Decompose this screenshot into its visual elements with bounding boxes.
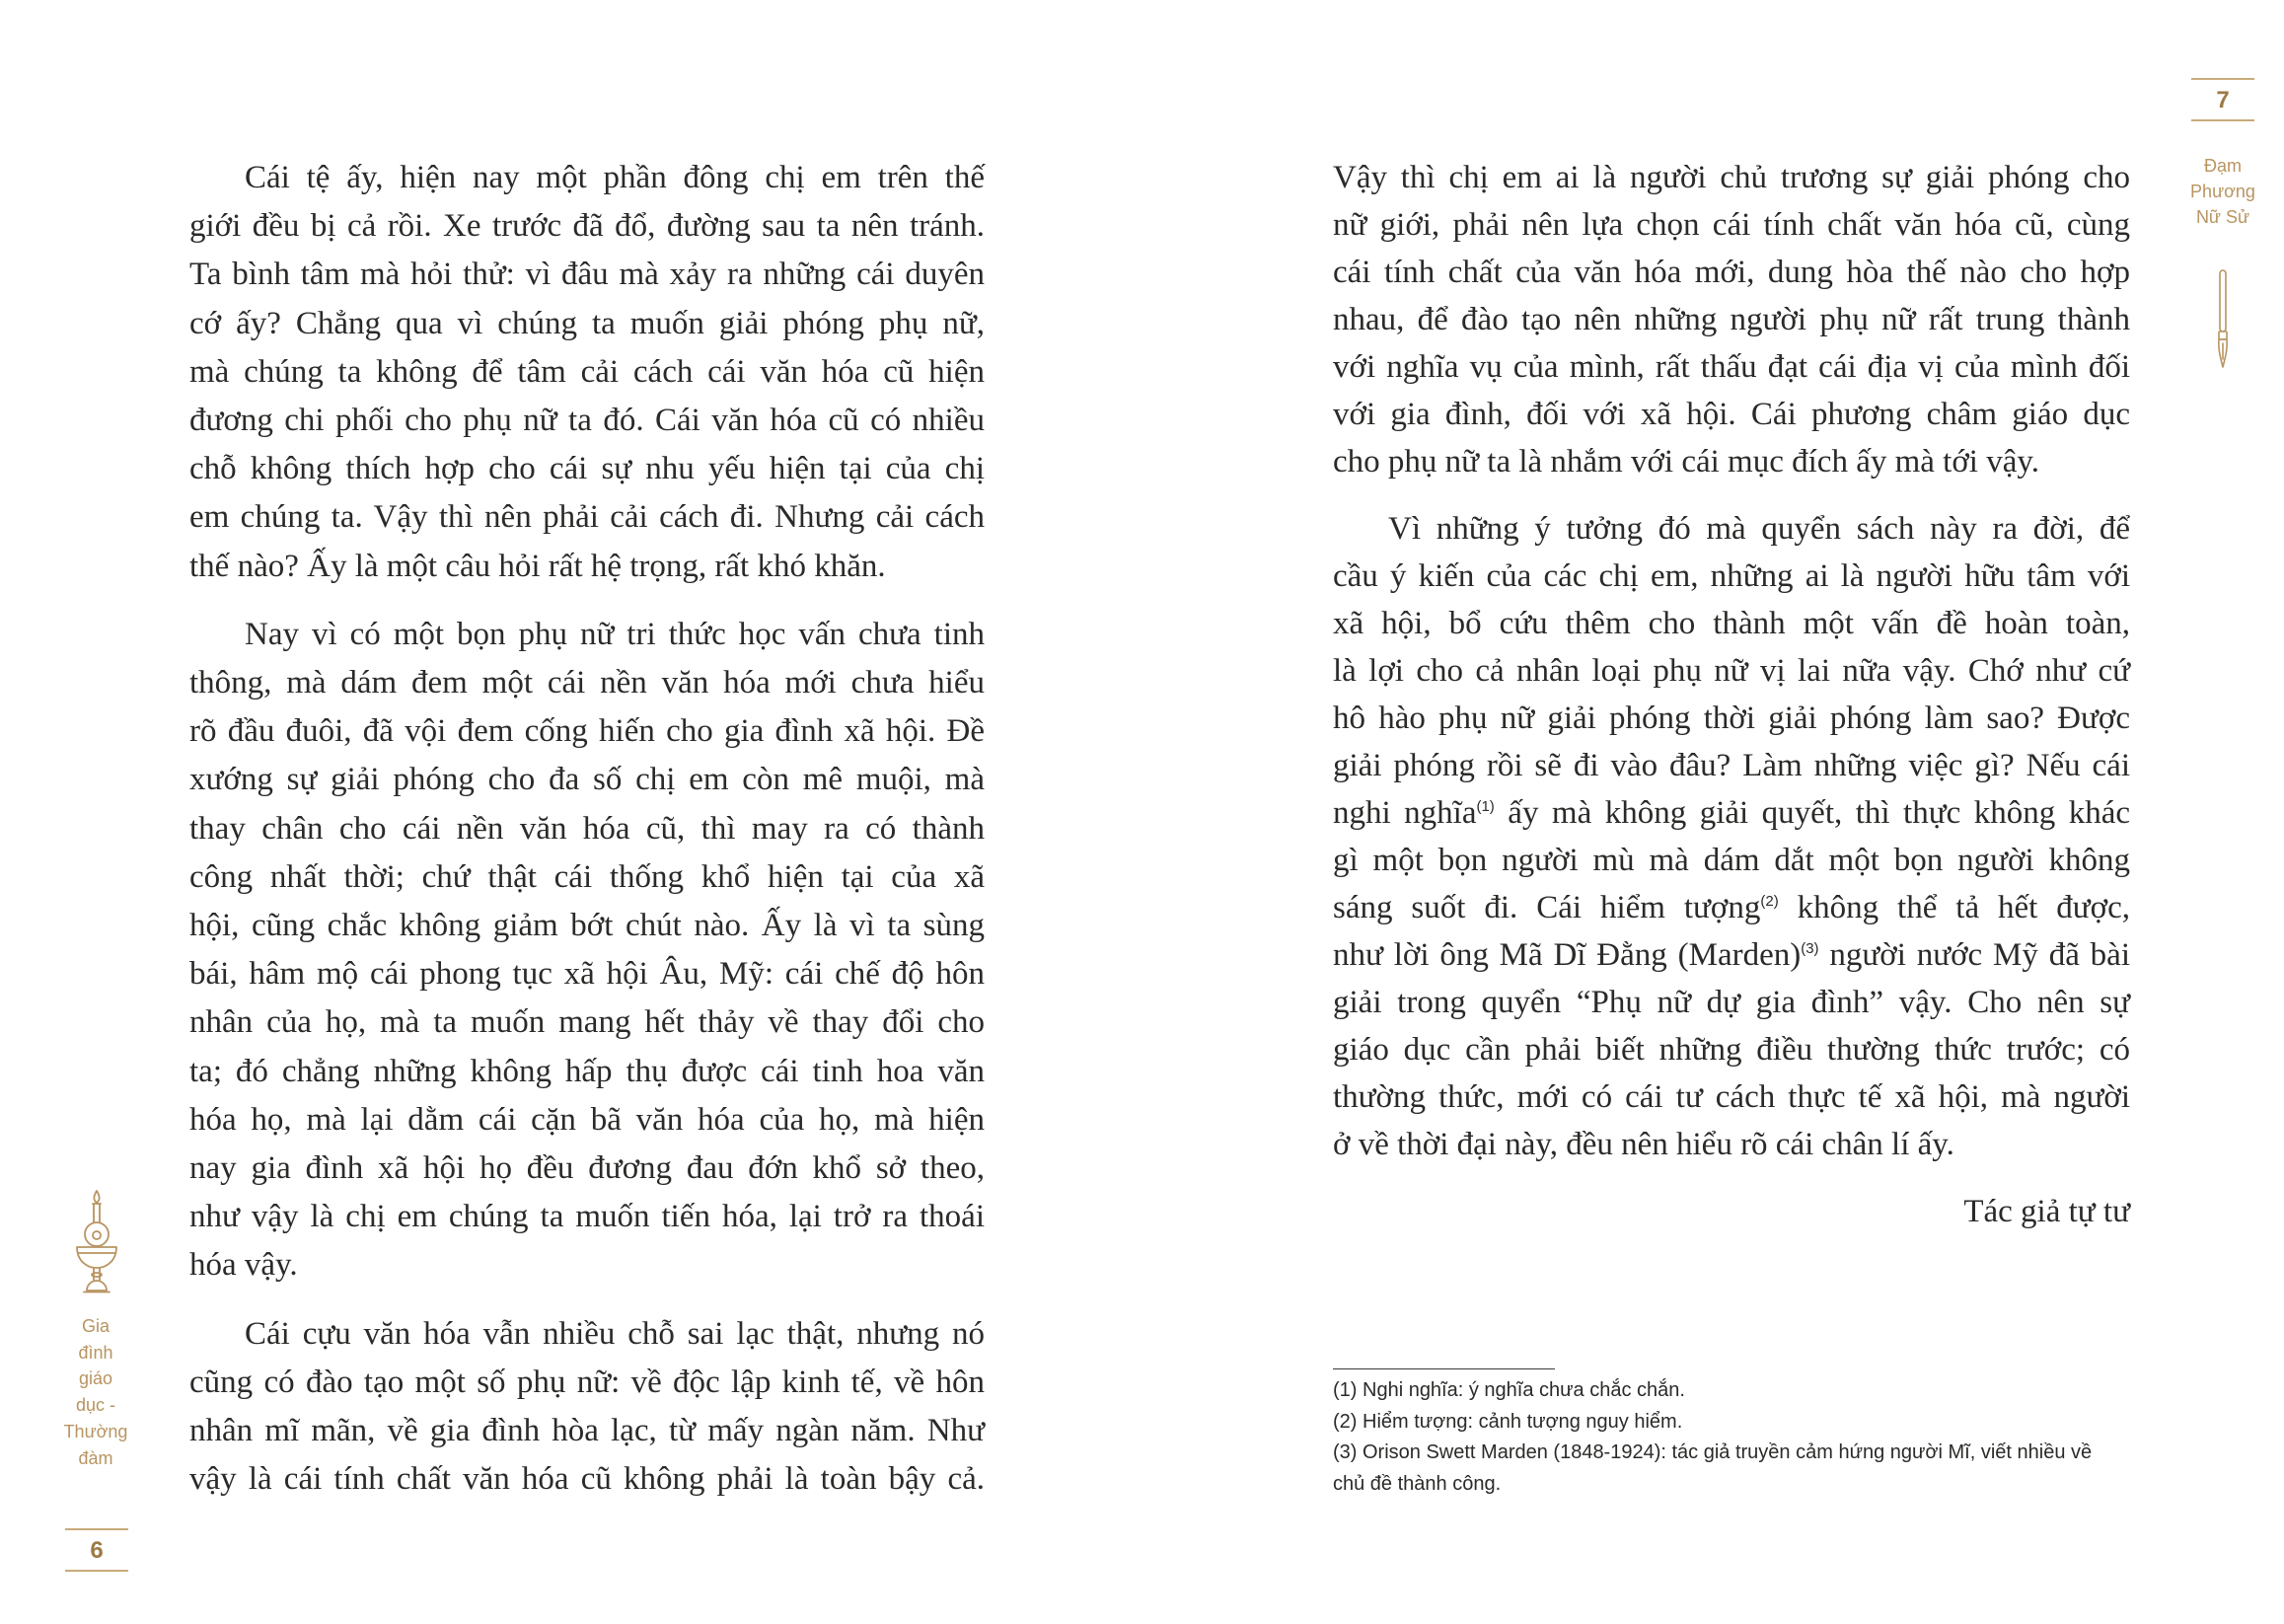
body-line: hóa vậy. <box>189 1247 298 1284</box>
body-line: gì một bọn người mù mà dám dắt một bọn người không <box>1333 843 2130 878</box>
running-title-book <box>51 1313 140 1471</box>
oil-lamp-icon <box>74 1190 119 1294</box>
footnote: (2) Hiểm tượng: cảnh tượng nguy hiểm. <box>1333 1410 1683 1433</box>
body-line: nữ giới, phải nên lựa chọn cái tính chất văn hóa cũ, cùng <box>1333 207 2130 243</box>
body-line: cớ ấy? Chẳng qua vì chúng ta muốn giải phóng phụ nữ, <box>189 305 985 341</box>
right-page-body <box>1333 154 2130 1235</box>
body-line <box>1333 884 2130 931</box>
paragraph <box>189 1310 985 1505</box>
body-line: hô hào phụ nữ giải phóng thời giải phóng làm sao? Được <box>1333 701 2130 736</box>
body-line: chỗ không thích hợp cho cái sự nhu yếu hiện tại của chị <box>189 451 985 487</box>
body-line <box>1333 931 2130 979</box>
body-line: nhân của họ, mà ta muốn mang hết thảy về thay đổi cho <box>189 1004 985 1041</box>
body-line: thế nào? Ấy là một câu hỏi rất hệ trọng, rất khó khăn. <box>189 548 886 584</box>
body-line: công nhất thời; chứ thật cái thống khổ hiện tại của xã <box>189 858 985 895</box>
body-line: hội, cũng chắc không giảm bớt chút nào. Ấy là vì ta sùng <box>189 908 985 944</box>
body-line: Nay vì có một bọn phụ nữ tri thức học vấn chưa tinh <box>245 616 985 652</box>
running-title-text: Gia đình giáo dục - Thường đàm <box>63 1316 128 1468</box>
page-number: 7 <box>2216 87 2230 113</box>
body-text: như lời ông Mã Dĩ Đằng (Marden) <box>1333 937 1802 973</box>
body-line: thay chân cho cái nền văn hóa cũ, thì may ra có thành <box>189 810 985 847</box>
body-line: ta; đó chẳng những không hấp thụ được cái tinh hoa văn <box>189 1053 985 1089</box>
paragraph <box>189 611 985 1291</box>
body-line: em chúng ta. Vậy thì nên phải cải cách đi. Nhưng cải cách <box>189 499 985 536</box>
body-line: giáo dục cần phải biết những điều thường thức trước; có <box>1333 1032 2130 1068</box>
pen-icon <box>2211 268 2235 369</box>
body-line: nhân mĩ mãn, về gia đình hòa lạc, từ mấy ngàn năm. Như <box>189 1413 985 1449</box>
body-line: Cái tệ ấy, hiện nay một phần đông chị em trên thế <box>245 160 985 195</box>
author-signature: Tác giả tự tư <box>1963 1194 2130 1229</box>
page-number-rule-bottom <box>65 1570 128 1572</box>
footnote-ref: (1) <box>1476 798 1495 815</box>
page-number-rule-top <box>65 1528 128 1530</box>
page-number-rule-top <box>2191 78 2254 80</box>
body-line: ở về thời đại này, đều nên hiểu rõ cái chân lí ấy. <box>1333 1127 1954 1162</box>
footnote: (3) Orison Swett Marden (1848-1924): tác giả truyền cảm hứng người Mĩ, viết nhiều về chủ đề thành công. <box>1333 1441 2093 1495</box>
body-line: cũng có đào tạo một số phụ nữ: về độc lập kinh tế, về hôn <box>189 1364 985 1400</box>
running-title-text: Đạm Phương Nữ Sử <box>2190 156 2255 227</box>
footnotes <box>1333 1375 2107 1500</box>
body-line: với gia đình, đối với xã hội. Cái phương châm giáo dục <box>1333 397 2130 432</box>
body-line: vậy là cái tính chất văn hóa cũ không phải là toàn bậy cả. <box>189 1461 985 1498</box>
body-line: xã hội, bổ cứu thêm cho thành một vấn đề hoàn toàn, <box>1333 606 2130 641</box>
paragraph <box>1333 505 2130 1168</box>
body-line: cái tính chất của văn hóa mới, dung hòa thế nào cho hợp <box>1333 255 2130 290</box>
page-number: 6 <box>90 1537 104 1564</box>
paragraph <box>189 154 985 591</box>
body-line: hóa họ, mà lại dằm cái cặn bã văn hóa của họ, mà hiện <box>189 1101 985 1138</box>
body-line: rõ đầu đuôi, đã vội đem cống hiến cho gia đình xã hội. Đề <box>189 713 985 750</box>
footnote-ref: (3) <box>1801 940 1819 957</box>
body-line: bái, hâm mộ cái phong tục xã hội Âu, Mỹ: cái chế độ hôn <box>189 956 985 993</box>
body-line: mà chúng ta không để tâm cải cách cái văn hóa cũ hiện <box>189 353 985 390</box>
body-line: giải phóng rồi sẽ đi vào đâu? Làm những việc gì? Nếu cái <box>1333 748 2130 783</box>
footnote-separator <box>1333 1368 1555 1369</box>
body-line: Vì những ý tưởng đó mà quyển sách này ra đời, để <box>1388 511 2130 547</box>
footnote-ref: (2) <box>1760 893 1779 910</box>
body-line: là lợi cho cả nhân loại phụ nữ vị lai nữa vậy. Chớ như cứ <box>1333 653 2130 689</box>
page-number-rule-bottom <box>2191 119 2254 121</box>
body-line <box>1333 789 2130 837</box>
body-line: cho phụ nữ ta là nhắm với cái mục đích ấy mà tới vậy. <box>1333 444 2039 480</box>
body-line: như vậy là chị em chúng ta muốn tiến hóa, lại trở ra thoái <box>189 1199 985 1235</box>
body-line: nay gia đình xã hội họ đều đương đau đớn khổ sở theo, <box>189 1150 985 1187</box>
body-text: sáng suốt đi. Cái hiểm tượng <box>1333 890 1761 925</box>
left-page-body <box>189 154 985 1523</box>
body-text: không thể tả hết được, <box>1778 890 2131 925</box>
body-line: giới đều bị cả rồi. Xe trước đã đổ, đường sau ta nên tránh. <box>189 208 985 245</box>
body-text: ấy mà không giải quyết, thì thực không khác <box>1494 795 2131 831</box>
footnote: (1) Nghi nghĩa: ý nghĩa chưa chắc chắn. <box>1333 1379 1685 1401</box>
body-line: đương chi phối cho phụ nữ ta đó. Cái văn hóa cũ có nhiều <box>189 403 985 439</box>
body-line: Ta bình tâm mà hỏi thử: vì đâu mà xảy ra những cái duyên <box>189 257 985 293</box>
body-line: Vậy thì chị em ai là người chủ trương sự giải phóng cho <box>1333 160 2130 195</box>
body-line: với nghĩa vụ của mình, rất thấu đạt cái địa vị của mình đối <box>1333 349 2130 385</box>
body-line: cầu ý kiến của các chị em, những ai là người hữu tâm với <box>1333 558 2130 594</box>
body-line: xướng sự giải phóng cho đa số chị em còn mê muội, mà <box>189 762 985 798</box>
body-text: nghi nghĩa <box>1333 795 1477 831</box>
body-line: nhau, để đào tạo nên những người phụ nữ rất trung thành <box>1333 302 2130 337</box>
body-line: thường thức, mới có cái tư cách thực tế xã hội, mà người <box>1333 1079 2130 1115</box>
body-line: thông, mà dám đem một cái nền văn hóa mới chưa hiểu <box>189 665 985 701</box>
body-line: giải trong quyển “Phụ nữ dự gia đình” vậy. Cho nên sự <box>1333 985 2130 1020</box>
running-title-author <box>2178 153 2267 230</box>
body-text: người nước Mỹ đã bài <box>1818 937 2130 973</box>
body-line: Cái cựu văn hóa vẫn nhiều chỗ sai lạc thật, nhưng nó <box>245 1315 985 1352</box>
paragraph <box>1333 154 2130 485</box>
